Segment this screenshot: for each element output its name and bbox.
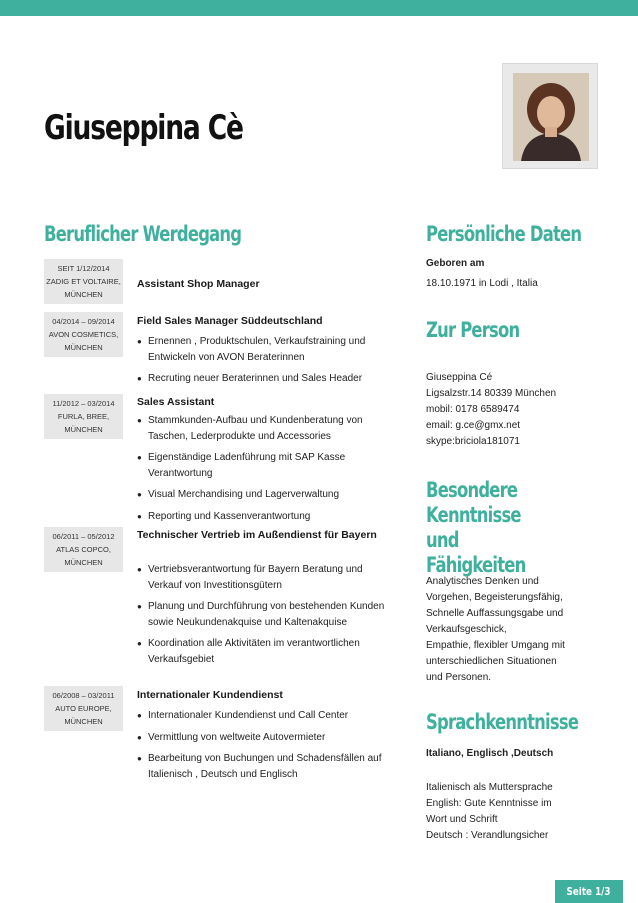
job-date-box: 11/2012 – 03/2014 FURLA, BREE, MÜNCHEN <box>44 394 123 439</box>
job-duties-list <box>137 708 397 788</box>
job-date-box: 04/2014 – 09/2014 AVON COSMETICS, MÜNCHEN <box>44 312 123 357</box>
birth-value: 18.10.1971 in Lodi , Italia <box>426 278 538 289</box>
job-title: Internationaler Kundendienst <box>137 689 283 701</box>
job-title: Field Sales Manager Süddeutschland <box>137 315 323 327</box>
job-duties-list <box>137 413 397 530</box>
skill-line: Empathie, flexibler Umgang mit <box>426 640 565 651</box>
job-date-box: 06/2008 – 03/2011 AUTO EUROPE, MÜNCHEN <box>44 686 123 731</box>
section-title-skills: Besondere Kenntnisse und Fähigkeiten <box>426 478 526 577</box>
job-title: Assistant Shop Manager <box>137 278 260 290</box>
profile-photo-frame <box>502 63 598 169</box>
list-item: ● Reporting und Kassenverantwortung <box>137 509 397 525</box>
list-item: ● Internationaler Kundendienst und Call Center <box>137 708 397 724</box>
language-line: Italienisch als Muttersprache <box>426 782 553 793</box>
skill-line: Schnelle Auffassungsgabe und <box>426 608 564 619</box>
skill-line: unterschiedlichen Situationen <box>426 656 557 667</box>
list-item: ● Visual Merchandising und Lagerverwaltung <box>137 487 397 503</box>
languages-summary: Italiano, Englisch ,Deutsch <box>426 748 554 759</box>
skill-line: Verkaufsgeschick, <box>426 624 507 635</box>
birth-label: Geboren am <box>426 258 485 269</box>
contact-email: email: g.ce@gmx.net <box>426 420 521 431</box>
language-line: Deutsch : Verandlungsicher <box>426 830 549 841</box>
language-line: English: Gute Kenntnisse im <box>426 798 552 809</box>
job-duties-list <box>137 562 397 673</box>
job-date-box: 06/2011 – 05/2012 ATLAS COPCO, MÜNCHEN <box>44 527 123 572</box>
skill-line: Analytisches Denken und <box>426 576 539 587</box>
list-item: ● Vertriebsverantwortung für Bayern Beratung und Verkauf von Investitionsgütern <box>137 562 397 593</box>
list-item: ● Bearbeitung von Buchungen und Schadensfällen auf Italienisch , Deutsch und Englisch <box>137 751 397 782</box>
skill-line: Vorgehen, Begeisterungsfähig, <box>426 592 563 603</box>
candidate-name: Giuseppina Cè <box>44 108 243 148</box>
list-item: ● Koordination alle Aktivitäten im verantwortlichen Verkaufsgebiet <box>137 636 397 667</box>
list-item: ● Vermittlung von weltweite Autovermieter <box>137 730 397 746</box>
section-title-about: Zur Person <box>426 318 520 342</box>
list-item: ● Planung und Durchführung von bestehenden Kunden sowie Neukundenakquise und Kaltenakquise <box>137 599 397 630</box>
list-item: ● Ernennen , Produktschulen, Verkaufstraining und Entwickeln von AVON Beraterinnen <box>137 334 397 365</box>
job-title: Sales Assistant <box>137 396 215 408</box>
section-title-career: Beruflicher Werdegang <box>44 222 242 246</box>
job-title: Technischer Vertrieb im Außendienst für Bayern <box>137 529 377 541</box>
section-title-personal: Persönliche Daten <box>426 222 582 246</box>
language-line: Wort und Schrift <box>426 814 498 825</box>
contact-name: Giuseppina Cé <box>426 372 493 383</box>
contact-mobile: mobil: 0178 6589474 <box>426 404 520 415</box>
page-number-badge: Seite 1/3 <box>555 880 623 903</box>
list-item: ● Stammkunden-Aufbau und Kundenberatung von Taschen, Lederprodukte und Accessories <box>137 413 397 444</box>
job-date-box: SEIT 1/12/2014 ZADIG ET VOLTAIRE, MÜNCHEN <box>44 259 123 304</box>
job-duties-list <box>137 334 397 393</box>
list-item: ● Eigenständige Ladenführung mit SAP Kasse Verantwortung <box>137 450 397 481</box>
contact-address: Ligsalzstr.14 80339 München <box>426 388 557 399</box>
skill-line: und Personen. <box>426 672 492 683</box>
list-item: ● Recruting neuer Beraterinnen und Sales Header <box>137 371 397 387</box>
section-title-languages: Sprachkenntnisse <box>426 710 579 734</box>
top-accent-bar <box>0 0 638 16</box>
profile-photo <box>513 73 589 161</box>
contact-skype: skype:briciola181071 <box>426 436 520 447</box>
